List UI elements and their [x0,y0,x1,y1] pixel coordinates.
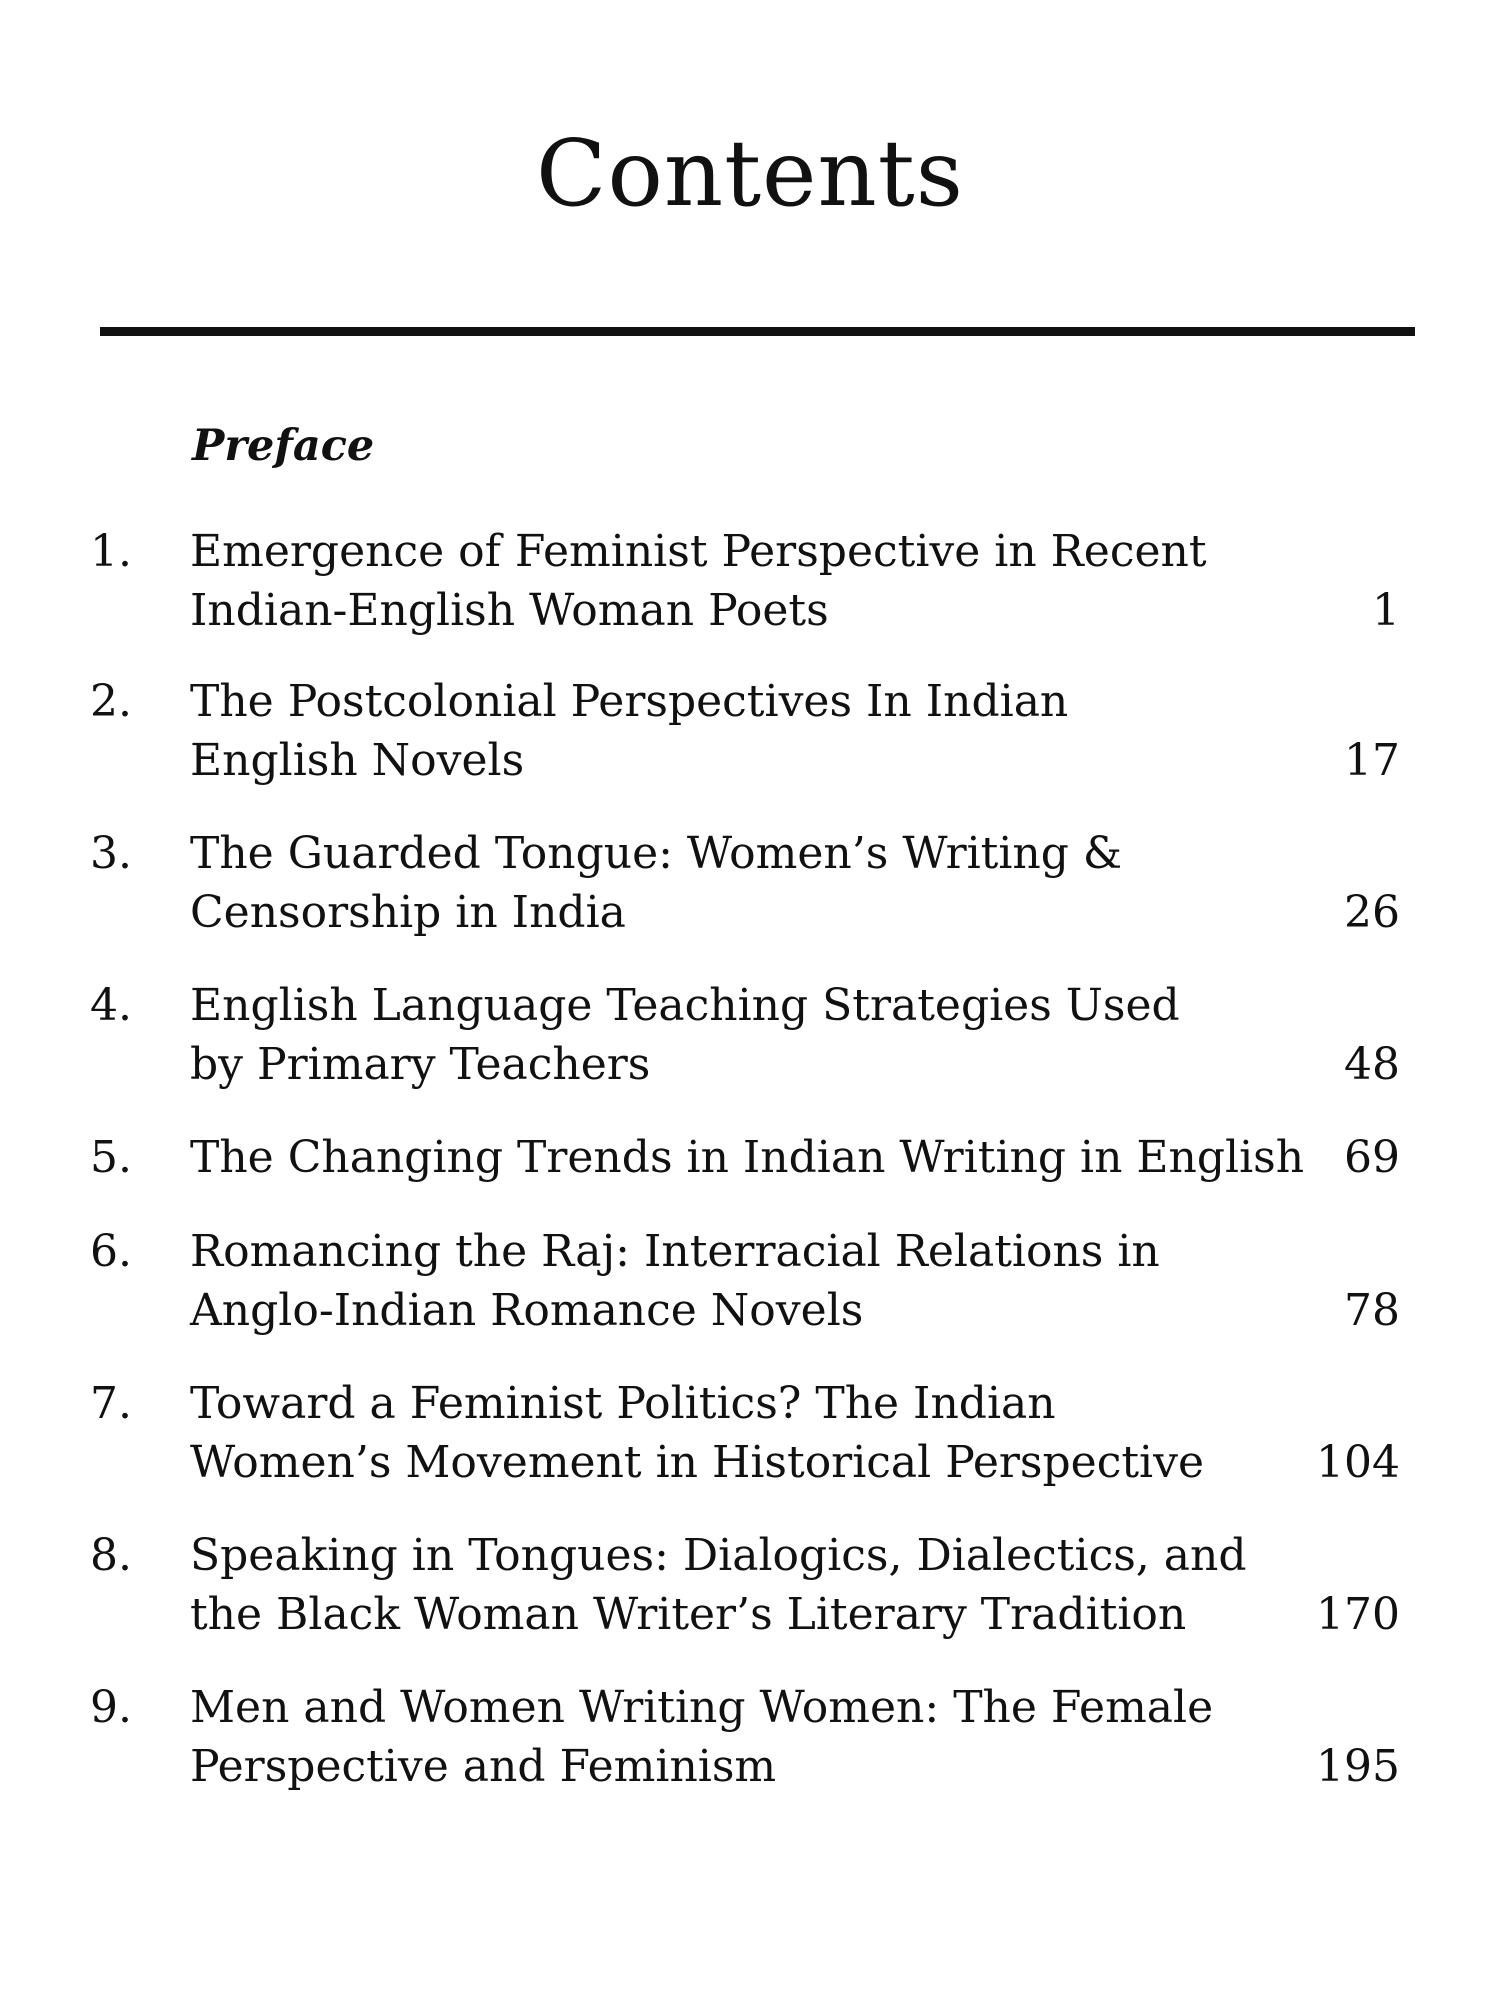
chapter-title [190,1678,1300,1796]
chapter-title-line: Women’s Movement in Historical Perspective [190,1437,1204,1488]
chapter-title-line: the Black Woman Writer’s Literary Tradition [190,1589,1187,1640]
chapter-number: 4. [90,980,132,1031]
chapter-title-line: The Changing Trends in Indian Writing in English [190,1132,1305,1183]
preface-heading: Preface [192,421,375,471]
chapter-title-line: Men and Women Writing Women: The Female [190,1682,1214,1733]
chapter-number: 8. [90,1530,132,1581]
title-divider [100,327,1415,336]
chapter-title-line: Perspective and Feminism [190,1741,777,1792]
chapter-title [190,976,1300,1094]
chapter-title-line: Speaking in Tongues: Dialogics, Dialectics, and [190,1530,1247,1581]
chapter-title-line: The Guarded Tongue: Women’s Writing & [190,828,1123,879]
page-title: Contents [536,120,964,227]
chapter-title [190,1222,1300,1340]
chapter-title [190,522,1300,640]
page-number: 195 [1316,1741,1400,1792]
chapter-number: 9. [90,1682,132,1733]
chapter-title [190,1526,1300,1644]
chapter-title [190,1374,1300,1492]
chapter-title-line: The Postcolonial Perspectives In Indian [190,676,1069,727]
chapter-number: 3. [90,828,132,879]
chapter-title [190,1128,1305,1187]
chapter-number: 6. [90,1226,132,1277]
chapter-title-line: Toward a Feminist Politics? The Indian [190,1378,1056,1429]
chapter-title-line: English Novels [190,735,525,786]
chapter-title-line: Romancing the Raj: Interracial Relations in [190,1226,1160,1277]
page-number: 26 [1344,887,1400,938]
chapter-number: 5. [90,1132,132,1183]
chapter-title-line: Emergence of Feminist Perspective in Recent [190,526,1207,577]
chapter-title-line: English Language Teaching Strategies Used [190,980,1180,1031]
chapter-number: 2. [90,676,132,727]
page-number: 69 [1344,1132,1400,1183]
chapter-title-line: Anglo-Indian Romance Novels [190,1285,864,1336]
chapter-number: 7. [90,1378,132,1429]
chapter-number: 1. [90,526,132,577]
chapter-title-line: Indian-English Woman Poets [190,585,829,636]
chapter-title [190,672,1300,790]
page-number: 78 [1344,1285,1400,1336]
page-number: 48 [1344,1039,1400,1090]
chapter-title-line: Censorship in India [190,887,626,938]
page-number: 170 [1316,1589,1400,1640]
page-number: 104 [1316,1437,1400,1488]
page-number: 1 [1372,585,1400,636]
chapter-title [190,824,1300,942]
chapter-title-line: by Primary Teachers [190,1039,651,1090]
page-number: 17 [1344,735,1400,786]
